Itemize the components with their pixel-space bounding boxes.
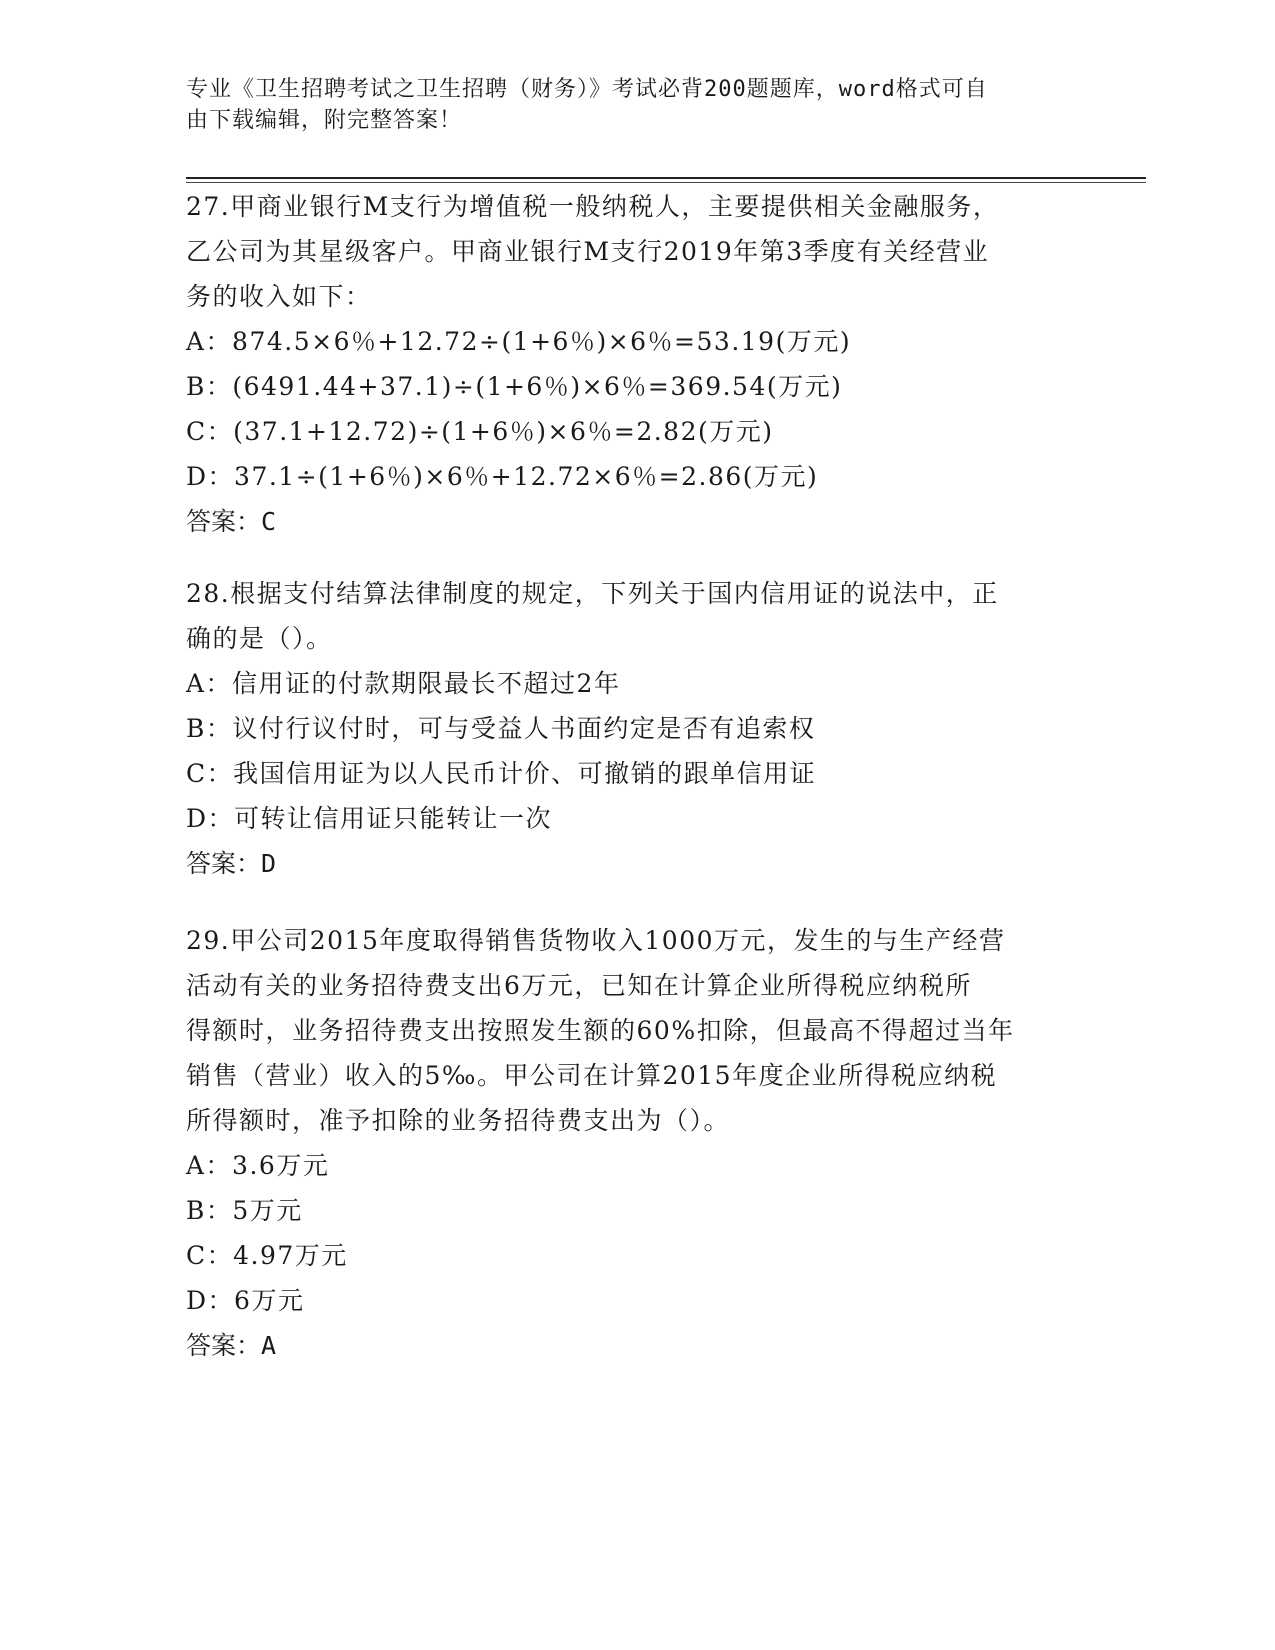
question-stem-line: 所得额时，准予扣除的业务招待费支出为（）。	[186, 1106, 731, 1135]
header-line-1: 专业《卫生招聘考试之卫生招聘（财务）》考试必背200题题库，word格式可自	[186, 77, 988, 102]
option-d: D：6万元	[186, 1286, 305, 1315]
option-c: C：(37.1+12.72)÷(1+6％)×6％=2.82(万元)	[186, 417, 774, 446]
answer-value: C	[261, 507, 277, 536]
answer-line	[186, 1323, 1086, 1368]
question-27	[186, 184, 1086, 544]
answer-value: A	[261, 1331, 277, 1360]
question-stem-line: 销售（营业）收入的5‰。甲公司在计算2015年度企业所得税应纳税	[186, 1061, 998, 1090]
option-a: A：874.5×6％+12.72÷(1+6％)×6％=53.19(万元)	[186, 327, 852, 356]
question-stem-line: 务的收入如下：	[186, 282, 372, 311]
question-stem-line: 28.根据支付结算法律制度的规定，下列关于国内信用证的说法中，正	[186, 579, 999, 608]
header-line-2: 由下载编辑，附完整答案！	[186, 108, 463, 133]
question-stem-line: 29.甲公司2015年度取得销售货物收入1000万元，发生的与生产经营	[186, 926, 1006, 955]
option-a: A：3.6万元	[186, 1151, 330, 1180]
answer-line	[186, 499, 1086, 544]
option-b: B：5万元	[186, 1196, 303, 1225]
option-b: B：(6491.44+37.1)÷(1+6％)×6％=369.54(万元)	[186, 372, 843, 401]
option-a: A：信用证的付款期限最长不超过2年	[186, 669, 621, 698]
answer-value: D	[261, 849, 277, 878]
question-stem-line: 得额时，业务招待费支出按照发生额的60%扣除，但最高不得超过当年	[186, 1016, 1015, 1045]
question-29	[186, 918, 1086, 1368]
question-stem-line: 乙公司为其星级客户。甲商业银行M支行2019年第3季度有关经营业	[186, 237, 990, 266]
question-stem-line: 活动有关的业务招待费支出6万元，已知在计算企业所得税应纳税所	[186, 971, 972, 1000]
header-divider-thick	[186, 177, 1146, 179]
header-divider-thin	[186, 182, 1146, 183]
option-d: D：可转让信用证只能转让一次	[186, 804, 553, 833]
option-b: B：议付行议付时，可与受益人书面约定是否有追索权	[186, 714, 816, 743]
option-c: C：我国信用证为以人民币计价、可撤销的跟单信用证	[186, 759, 817, 788]
document-header	[186, 74, 1086, 136]
option-d: D：37.1÷(1+6％)×6％+12.72×6％=2.86(万元)	[186, 462, 819, 491]
answer-label: 答案：	[186, 507, 262, 536]
answer-label: 答案：	[186, 849, 262, 878]
option-c: C：4.97万元	[186, 1241, 348, 1270]
question-stem-line: 27.甲商业银行M支行为增值税一般纳税人，主要提供相关金融服务，	[186, 192, 1000, 221]
question-28	[186, 571, 1086, 886]
question-stem-line: 确的是（）。	[186, 624, 333, 653]
answer-label: 答案：	[186, 1331, 262, 1360]
answer-line	[186, 841, 1086, 886]
